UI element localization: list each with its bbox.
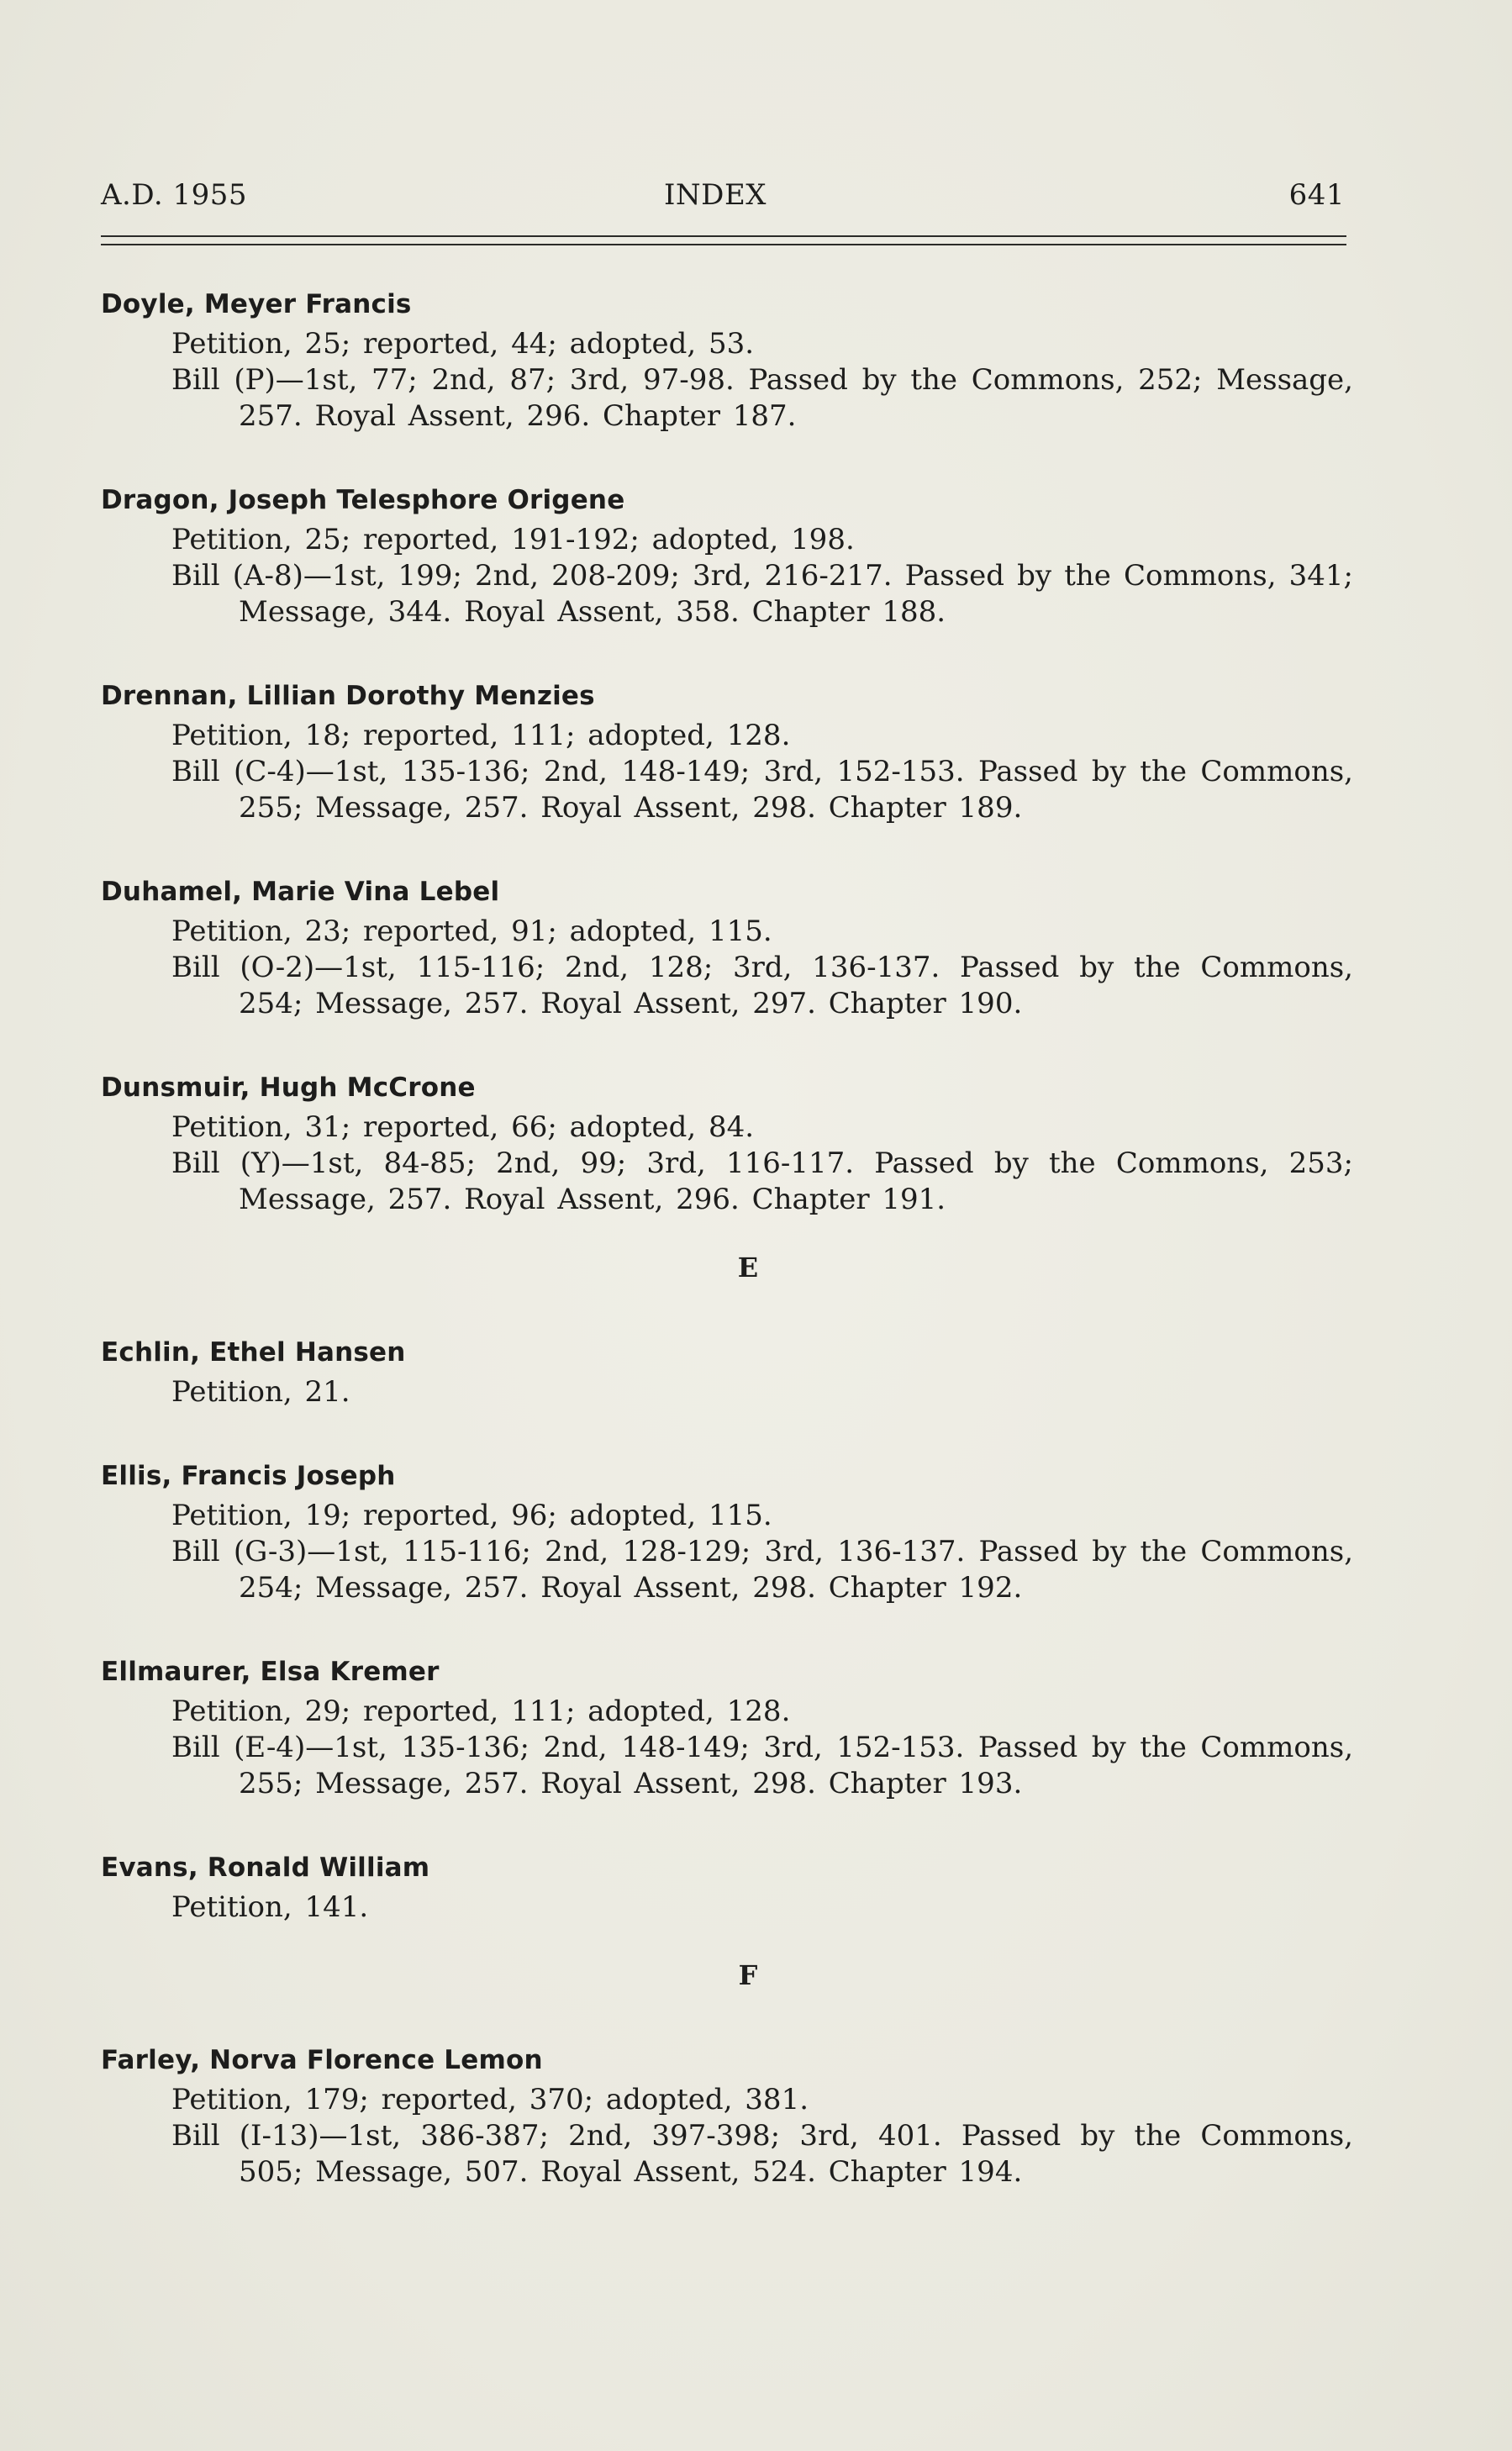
entry-bill: Bill (Y)—1st, 84-85; 2nd, 99; 3rd, 116-117. Passed by the Commons, 253; Message, 257. Royal Assent, 296. Chapter 191. [171, 1146, 1353, 1216]
index-entry [101, 873, 1353, 1022]
entry-name: Ellis, Francis Joseph [101, 1461, 396, 1491]
entry-name: Ellmaurer, Elsa Kremer [101, 1657, 440, 1687]
index-entry [101, 482, 1353, 630]
entry-name: Dunsmuir, Hugh McCrone [101, 1073, 476, 1103]
entry-bill: Bill (E-4)—1st, 135-136; 2nd, 148-149; 3rd, 152-153. Passed by the Commons, 255; Message, 257. Royal Assent, 298. Chapter 193. [171, 1731, 1353, 1800]
header-year: A.D. 1955 [101, 178, 248, 212]
entry-petition: Petition, 29; reported, 111; adopted, 128. [171, 1695, 791, 1728]
index-entry [101, 1653, 1353, 1802]
entry-petition: Petition, 25; reported, 44; adopted, 53. [171, 327, 755, 361]
header-rule-bottom [101, 244, 1346, 245]
entry-bill: Bill (O-2)—1st, 115-116; 2nd, 128; 3rd, 136-137. Passed by the Commons, 254; Message, 257. Royal Assent, 297. Chapter 190. [171, 951, 1353, 1020]
index-entry [101, 1069, 1353, 1218]
index-entry [101, 2042, 1353, 2190]
index-entry [101, 286, 1353, 435]
entry-name: Evans, Ronald William [101, 1853, 430, 1883]
entry-name: Echlin, Ethel Hansen [101, 1337, 406, 1368]
entry-petition: Petition, 31; reported, 66; adopted, 84. [171, 1110, 755, 1144]
entry-petition: Petition, 21. [171, 1375, 350, 1409]
header-rule-top [101, 235, 1346, 237]
entry-name: Drennan, Lillian Dorothy Menzies [101, 681, 595, 711]
entry-name: Doyle, Meyer Francis [101, 289, 412, 319]
index-entry [101, 1334, 1353, 1410]
entry-name: Farley, Norva Florence Lemon [101, 2045, 543, 2075]
index-entry [101, 677, 1353, 826]
entry-petition: Petition, 141. [171, 1890, 369, 1924]
entry-name: Duhamel, Marie Vina Lebel [101, 877, 500, 907]
entry-bill: Bill (G-3)—1st, 115-116; 2nd, 128-129; 3rd, 136-137. Passed by the Commons, 254; Message, 257. Royal Assent, 298. Chapter 192. [171, 1535, 1353, 1605]
header-title: INDEX [664, 178, 767, 212]
section-letter-e: E [737, 1252, 759, 1283]
entry-bill: Bill (C-4)—1st, 135-136; 2nd, 148-149; 3rd, 152-153. Passed by the Commons, 255; Message, 257. Royal Assent, 298. Chapter 189. [171, 755, 1353, 825]
index-content [101, 286, 1353, 2238]
entry-bill: Bill (I-13)—1st, 386-387; 2nd, 397-398; 3rd, 401. Passed by the Commons, 505; Message, 507. Royal Assent, 524. Chapter 194. [171, 2119, 1353, 2189]
entry-petition: Petition, 18; reported, 111; adopted, 128. [171, 719, 791, 752]
page-number: 641 [1288, 178, 1345, 212]
section-letter-f: F [738, 1959, 758, 1991]
running-head [101, 178, 1345, 220]
entry-petition: Petition, 25; reported, 191-192; adopted, 198. [171, 523, 855, 556]
index-entry [101, 1457, 1353, 1606]
entry-name: Dragon, Joseph Telesphore Origene [101, 485, 625, 515]
entry-bill: Bill (A-8)—1st, 199; 2nd, 208-209; 3rd, 216-217. Passed by the Commons, 341; Message, 344. Royal Assent, 358. Chapter 188. [171, 559, 1353, 629]
entry-bill: Bill (P)—1st, 77; 2nd, 87; 3rd, 97-98. Passed by the Commons, 252; Message, 257. Royal Assent, 296. Chapter 187. [171, 363, 1353, 433]
entry-petition: Petition, 23; reported, 91; adopted, 115. [171, 915, 772, 948]
index-entry [101, 1849, 1353, 1926]
entry-petition: Petition, 179; reported, 370; adopted, 381. [171, 2083, 809, 2116]
entry-petition: Petition, 19; reported, 96; adopted, 115. [171, 1499, 772, 1532]
